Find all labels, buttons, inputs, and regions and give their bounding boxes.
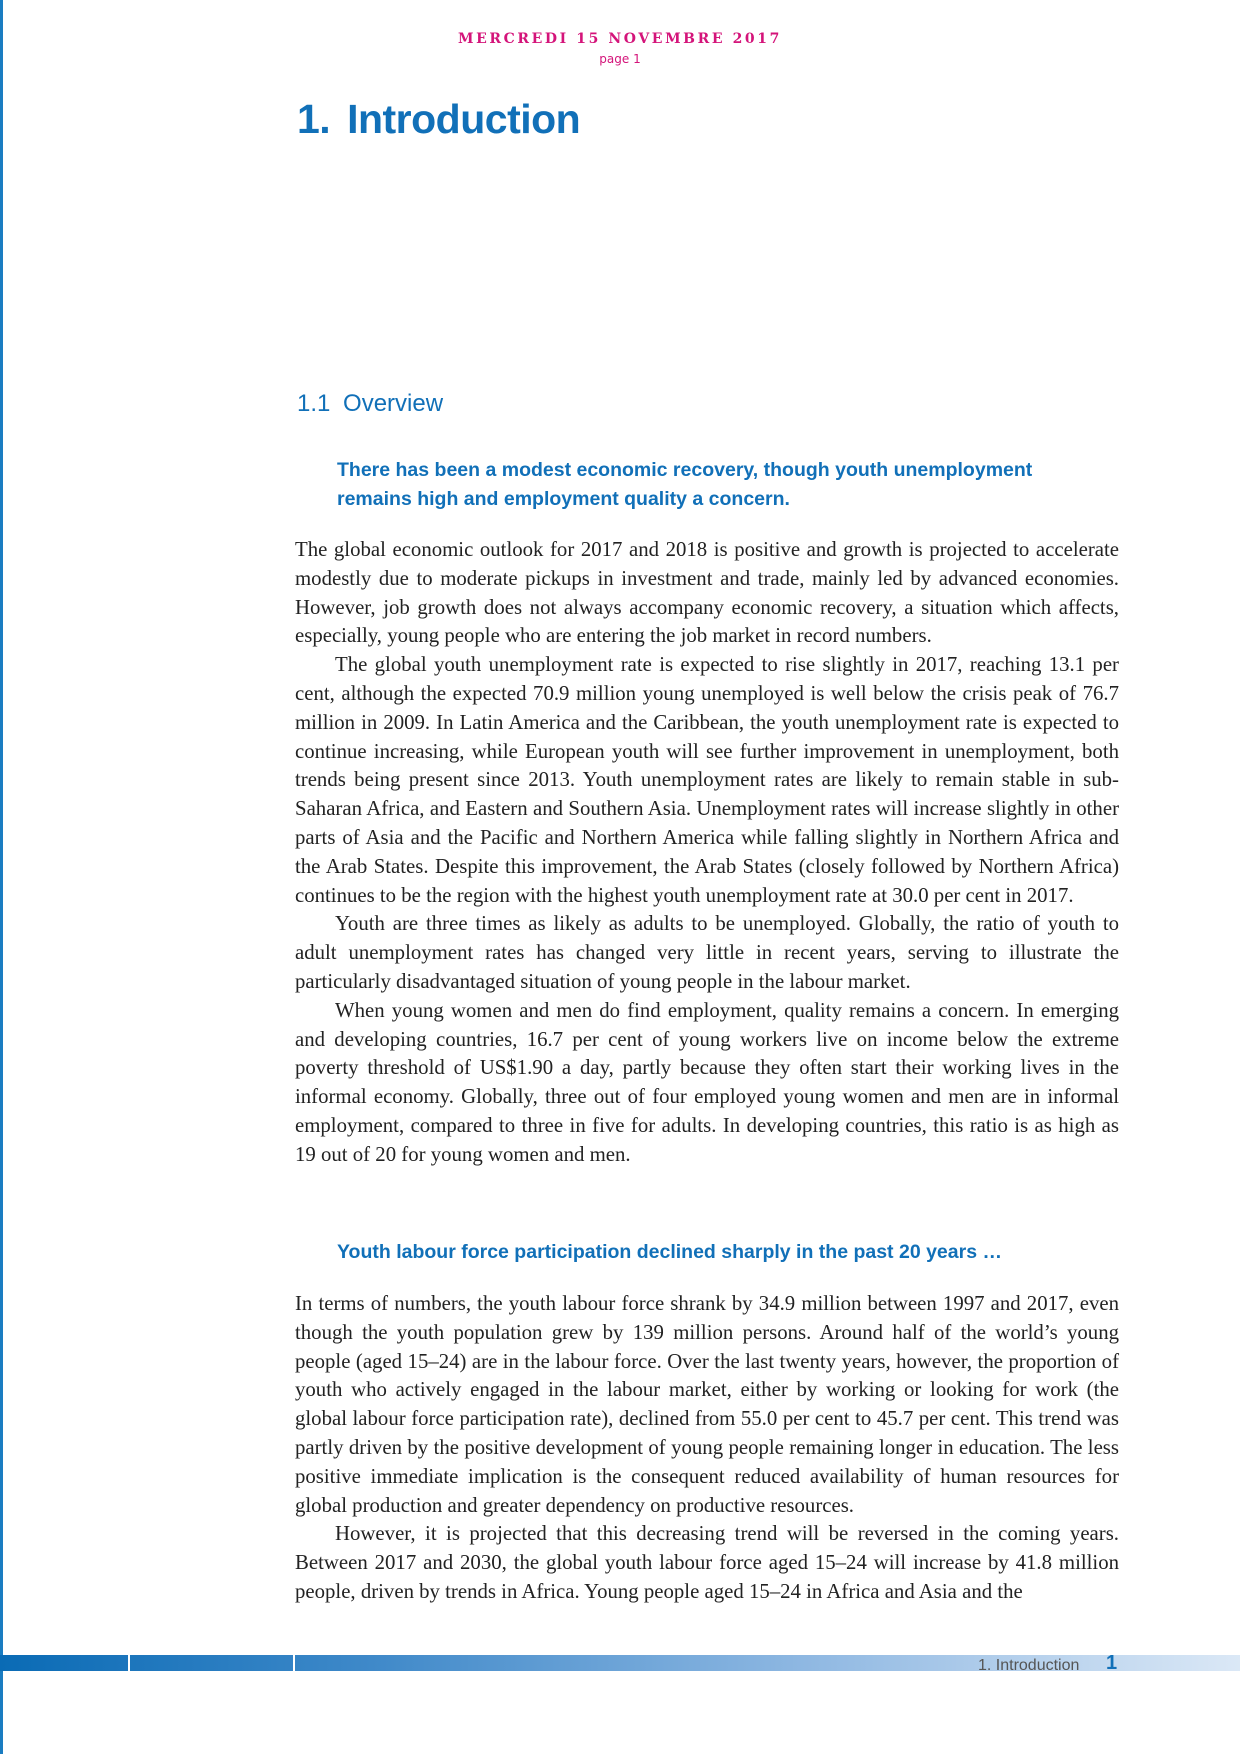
header-page-label: page 1 [599, 52, 641, 66]
paragraph: The global youth unemployment rate is expected to rise slightly in 2017, reaching 13.1 per cent, although the expected 70.9 million young unemployed is well below the crisis peak of 76.7 million in 2009. In Latin America and the Caribbean, the youth unemployment rate is expected to continue increasing, while European youth will see further improvement in unemployment, both trends being present since 2013. Youth unemployment rates are likely to remain stable in sub-Saharan Africa, and Eastern and Southern Asia. Unemployment rates will increase slightly in other parts of Asia and the Pacific and Northern America while falling slightly in Northern Africa and the Arab States. Despite this improvement, the Arab States (closely followed by Northern Africa) continues to be the region with the highest youth unemployment rate at 30.0 per cent in 2017. [295, 653, 1119, 907]
paragraph: The global economic outlook for 2017 and 2018 is positive and growth is projected to accelerate modestly due to moderate pickups in investment and trade, mainly led by advanced economies. However, job growth does not always accompany economic recovery, a situation which affects, especially, young people who are entering the job market in record numbers. [295, 538, 1119, 648]
body-text-block-2 [295, 1290, 1119, 1607]
paragraph: In terms of numbers, the youth labour force shrank by 34.9 million between 1997 and 2017, even though the youth population grew by 139 million persons. Around half of the world’s young people (aged 15–24) are in the labour force. Over the last twenty years, however, the proportion of youth who actively engaged in the labour market, either by working or looking for work (the global labour force participation rate), declined from 55.0 per cent to 45.7 per cent. This trend was partly driven by the positive development of young people remaining longer in education. The less positive immediate implication is the consequent reduced availability of human resources for global production and greater dependency on productive resources. [295, 1292, 1119, 1517]
footer-band-divider [128, 1655, 130, 1671]
footer-page-number: 1 [1106, 1652, 1118, 1674]
paragraph: When young women and men do find employment, quality remains a concern. In emerging and developing countries, 16.7 per cent of young workers live on income below the extreme poverty threshold of US$1.90 a day, partly because they often start their working lives in the informal economy. Globally, three out of four employed young women and men are in informal employment, compared to three in five for adults. In developing countries, this ratio is as high as 19 out of 20 for young women and men. [295, 998, 1119, 1166]
paragraph: However, it is projected that this decreasing trend will be reversed in the coming years. Between 2017 and 2030, the global youth labour force aged 15–24 will increase by 41.8 million people, driven by trends in Africa. Young people aged 15–24 in Africa and Asia and the [295, 1522, 1119, 1603]
body-text-block-1 [295, 536, 1119, 1170]
footer-band-divider [293, 1655, 295, 1671]
chapter-title: 1. Introduction [297, 96, 581, 142]
footer-chapter-label: 1. Introduction [978, 1657, 1080, 1674]
lead-paragraph-2: Youth labour force participation declined sharply in the past 20 years … [337, 1241, 1002, 1263]
left-margin-rule [0, 0, 3, 1754]
header-date: MERCREDI 15 NOVEMBRE 2017 [458, 31, 782, 47]
section-title: 1.1 Overview [297, 390, 444, 417]
lead-paragraph-1: There has been a modest economic recovery, though youth unemployment remains high and employment quality a concern. [337, 459, 1033, 510]
paragraph: Youth are three times as likely as adults to be unemployed. Globally, the ratio of youth to adult unemployment rates has changed very little in recent years, serving to illustrate the particularly disadvantaged situation of young people in the labour market. [295, 912, 1119, 993]
